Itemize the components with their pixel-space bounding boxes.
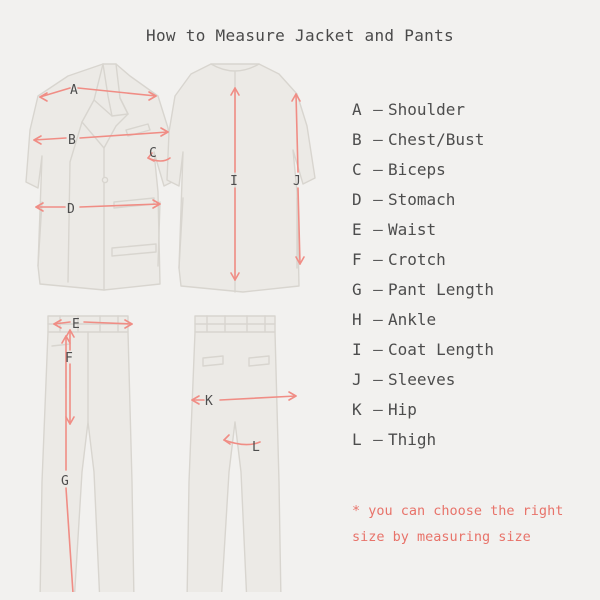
legend-label-d: Stomach [388, 190, 456, 209]
sizing-note-line1: * you can choose the right [352, 503, 564, 519]
legend-key-h: H [352, 310, 362, 329]
legend-key-a: A [352, 100, 362, 119]
legend-label-c: Biceps [388, 160, 446, 179]
legend-dash-h: – [373, 310, 383, 329]
legend-key-c: C [352, 160, 362, 179]
legend-item-k [352, 400, 592, 430]
legend-item-f [352, 250, 592, 280]
pants-front-shape [40, 316, 134, 592]
legend-key-d: D [352, 190, 362, 209]
marker-f: F [65, 351, 73, 366]
legend-label-l: Thigh [388, 430, 437, 449]
sizing-note [352, 498, 592, 550]
legend-dash-e: – [373, 220, 383, 239]
legend-label-h: Ankle [388, 310, 437, 329]
legend-label-f: Crotch [388, 250, 446, 269]
legend-item-j [352, 370, 592, 400]
legend-key-i: I [352, 340, 362, 359]
marker-i: I [230, 174, 238, 189]
legend-key-f: F [352, 250, 362, 269]
legend-label-i: Coat Length [388, 340, 494, 359]
marker-c: C [149, 146, 157, 161]
legend-item-b [352, 130, 592, 160]
legend-item-i [352, 340, 592, 370]
legend-dash-j: – [373, 370, 383, 389]
legend-key-b: B [352, 130, 362, 149]
marker-k: K [205, 394, 213, 409]
marker-g: G [61, 474, 69, 489]
legend-key-l: L [352, 430, 362, 449]
legend-label-j: Sleeves [388, 370, 456, 389]
legend-item-a [352, 100, 592, 130]
legend-dash-l: – [373, 430, 383, 449]
legend-dash-i: – [373, 340, 383, 359]
legend-dash-a: – [373, 100, 383, 119]
legend-dash-d: – [373, 190, 383, 209]
legend-dash-c: – [373, 160, 383, 179]
legend-label-g: Pant Length [388, 280, 494, 299]
legend-dash-g: – [373, 280, 383, 299]
marker-a: A [70, 83, 78, 98]
marker-l: L [252, 440, 260, 455]
legend-key-j: J [352, 370, 362, 389]
marker-d: D [67, 202, 75, 217]
legend-key-e: E [352, 220, 362, 239]
pants-back-shape [187, 316, 281, 592]
legend-label-b: Chest/Bust [388, 130, 485, 149]
measurement-legend [352, 100, 592, 460]
legend-label-e: Waist [388, 220, 437, 239]
legend-dash-f: – [373, 250, 383, 269]
garment-diagram [8, 52, 348, 592]
marker-j: J [293, 174, 301, 189]
marker-b: B [68, 133, 76, 148]
legend-label-k: Hip [388, 400, 417, 419]
legend-item-c [352, 160, 592, 190]
legend-dash-k: – [373, 400, 383, 419]
legend-item-g [352, 280, 592, 310]
legend-item-h [352, 310, 592, 340]
legend-item-d [352, 190, 592, 220]
page-title: How to Measure Jacket and Pants [146, 26, 454, 45]
sizing-note-line2: size by measuring size [352, 529, 531, 545]
legend-key-g: G [352, 280, 362, 299]
legend-label-a: Shoulder [388, 100, 466, 119]
legend-dash-b: – [373, 130, 383, 149]
legend-key-k: K [352, 400, 362, 419]
legend-item-l [352, 430, 592, 460]
marker-e: E [72, 317, 80, 332]
garment-diagram-svg [8, 52, 348, 592]
legend-item-e [352, 220, 592, 250]
